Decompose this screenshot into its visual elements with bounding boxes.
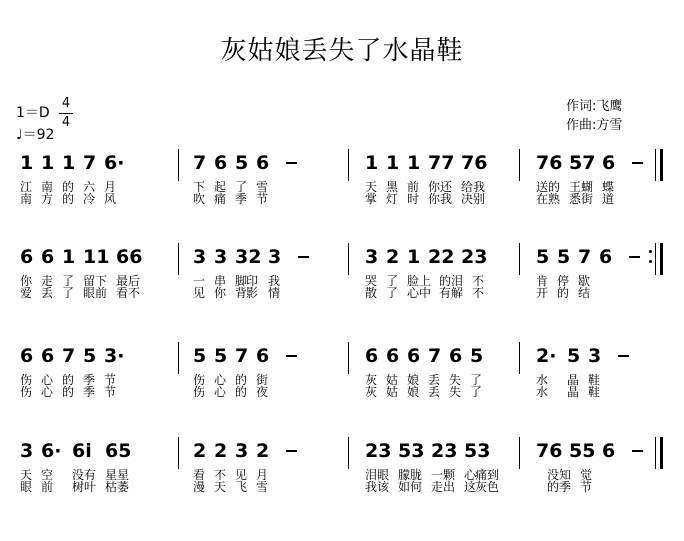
lyric-syllable: 没有 bbox=[72, 468, 97, 482]
lyric-syllable: 有解 bbox=[439, 286, 464, 300]
lyric-syllable: 灰色 bbox=[475, 480, 500, 494]
lyric-syllable: 丢 bbox=[41, 286, 54, 300]
bar-line bbox=[178, 437, 179, 469]
notation-line bbox=[0, 246, 684, 276]
lyric-syllable: 伤 bbox=[193, 373, 206, 387]
final-bar-line-thick bbox=[660, 437, 663, 469]
note: 7 bbox=[62, 345, 76, 367]
lyric-syllable: 节 bbox=[256, 192, 269, 206]
note: 1 bbox=[20, 152, 34, 174]
lyric-syllable: 的 bbox=[62, 192, 75, 206]
lyric-syllable: 夜 bbox=[256, 385, 269, 399]
score-row bbox=[0, 345, 684, 435]
lyric-syllable: 灯 bbox=[386, 192, 399, 206]
lyric-syllable: 伤 bbox=[20, 373, 33, 387]
lyric-syllable: 晶 bbox=[567, 385, 580, 399]
lyric-syllable: 背 bbox=[235, 286, 248, 300]
lyric-syllable: 我该 bbox=[365, 480, 390, 494]
credits bbox=[566, 97, 622, 135]
lyric-syllable: 蝶 bbox=[602, 180, 615, 194]
lyric-syllable: 觉 bbox=[580, 468, 593, 482]
note: 23 bbox=[461, 246, 488, 268]
lyric-syllable: 走出 bbox=[431, 480, 456, 494]
lyric-syllable: 六 bbox=[83, 180, 96, 194]
lyric-syllable: 一 bbox=[193, 274, 206, 288]
note: 2 bbox=[193, 440, 207, 462]
lyric-syllable: 娘 bbox=[407, 385, 420, 399]
tempo-marking: ♩＝92 bbox=[16, 127, 55, 143]
sustain-dash bbox=[632, 450, 643, 452]
lyric-syllable: 失 bbox=[449, 385, 462, 399]
lyric-syllable: 鞋 bbox=[588, 373, 601, 387]
lyric-syllable: 灰 bbox=[365, 373, 378, 387]
lyric-syllable: 江 bbox=[20, 180, 33, 194]
lyric-syllable: 见 bbox=[235, 468, 248, 482]
note: 6· bbox=[41, 440, 62, 462]
notation-line bbox=[0, 440, 684, 470]
lyric-syllable: 鞋 bbox=[588, 385, 601, 399]
note: 66 bbox=[116, 246, 143, 268]
lyric-syllable: 不 bbox=[472, 274, 485, 288]
lyric-syllable: 你我 bbox=[428, 192, 453, 206]
note: 1 bbox=[407, 152, 421, 174]
notation-line bbox=[0, 152, 684, 182]
lyric-syllable: 空 bbox=[41, 468, 54, 482]
lyric-syllable: 前 bbox=[407, 180, 420, 194]
lyric-syllable: 节 bbox=[104, 385, 117, 399]
note: 6i bbox=[72, 440, 92, 462]
note: 3 bbox=[365, 246, 379, 268]
final-bar-line bbox=[655, 149, 656, 181]
note: 5 bbox=[214, 345, 228, 367]
lyric-syllable: 最后 bbox=[116, 274, 141, 288]
time-signature-bottom: 4 bbox=[61, 115, 71, 130]
lyric-syllable: 水 bbox=[536, 385, 549, 399]
lyric-syllable: 水 bbox=[536, 373, 549, 387]
note: 7 bbox=[578, 246, 592, 268]
lyric-syllable: 一颗 bbox=[431, 468, 456, 482]
bar-line bbox=[519, 149, 520, 181]
lyric-syllable: 姑 bbox=[386, 373, 399, 387]
note: 6· bbox=[104, 152, 125, 174]
lyric-syllable: 看不 bbox=[116, 286, 141, 300]
lyric-syllable: 掌 bbox=[365, 192, 378, 206]
note: 6 bbox=[20, 246, 34, 268]
note: 6 bbox=[214, 152, 228, 174]
note: 1 bbox=[41, 152, 55, 174]
lyric-syllable: 在熟 bbox=[536, 192, 561, 206]
lyric-syllable: 给我 bbox=[461, 180, 486, 194]
lyric-syllable: 伤 bbox=[20, 385, 33, 399]
lyric-syllable: 如何 bbox=[398, 480, 423, 494]
note: 53 bbox=[464, 440, 491, 462]
lyric-syllable: 漫 bbox=[193, 480, 206, 494]
lyric-syllable: 看 bbox=[193, 468, 206, 482]
score-row bbox=[0, 440, 684, 530]
lyric-syllable: 哭 bbox=[365, 274, 378, 288]
lyric-syllable: 下 bbox=[193, 180, 206, 194]
lyric-syllable: 娘 bbox=[407, 373, 420, 387]
lyric-syllable: 留下 bbox=[83, 274, 108, 288]
sustain-dash bbox=[629, 256, 640, 258]
lyric-syllable: 季 bbox=[83, 385, 96, 399]
note: 2 bbox=[256, 440, 270, 462]
note: 6 bbox=[407, 345, 421, 367]
lyric-line-2 bbox=[0, 287, 684, 301]
lyric-syllable: 心 bbox=[41, 373, 54, 387]
sustain-dash bbox=[286, 450, 297, 452]
note: 55 bbox=[569, 440, 596, 462]
lyric-syllable: 泪眼 bbox=[365, 468, 390, 482]
note: 6 bbox=[365, 345, 379, 367]
lyric-line-2 bbox=[0, 481, 684, 495]
lyric-syllable: 心 bbox=[214, 385, 227, 399]
lyric-syllable: 了 bbox=[470, 385, 483, 399]
lyric-syllable: 悉街 bbox=[569, 192, 594, 206]
lyric-syllable: 的 bbox=[62, 373, 75, 387]
lyric-syllable: 决别 bbox=[461, 192, 486, 206]
lyric-syllable: 南 bbox=[41, 180, 54, 194]
lyric-syllable: 晶 bbox=[567, 373, 580, 387]
lyric-syllable: 天 bbox=[20, 468, 33, 482]
lyric-syllable: 月 bbox=[256, 468, 269, 482]
note: 3· bbox=[104, 345, 125, 367]
lyric-syllable: 的 bbox=[235, 385, 248, 399]
note: 6 bbox=[602, 440, 616, 462]
note: 5 bbox=[193, 345, 207, 367]
bar-line bbox=[348, 342, 349, 374]
note: 11 bbox=[83, 246, 110, 268]
lyricist-credit: 作词:飞鹰 bbox=[566, 99, 623, 114]
note: 65 bbox=[105, 440, 132, 462]
lyric-syllable: 灰 bbox=[365, 385, 378, 399]
lyric-syllable: 天 bbox=[214, 480, 227, 494]
lyric-syllable: 失 bbox=[449, 373, 462, 387]
sustain-dash bbox=[632, 162, 643, 164]
lyric-syllable: 痛 bbox=[214, 192, 227, 206]
lyric-syllable: 心中 bbox=[407, 286, 432, 300]
note: 1 bbox=[386, 152, 400, 174]
note: 57 bbox=[569, 152, 596, 174]
score-row bbox=[0, 152, 684, 242]
lyric-syllable: 前 bbox=[41, 480, 54, 494]
lyric-syllable: 心 bbox=[464, 468, 477, 482]
lyric-syllable: 枯萎 bbox=[105, 480, 130, 494]
final-bar-line-thick bbox=[660, 243, 663, 275]
note: 5 bbox=[470, 345, 484, 367]
bar-line bbox=[348, 149, 349, 181]
bar-line bbox=[519, 342, 520, 374]
lyric-syllable: 吹 bbox=[193, 192, 206, 206]
bar-line bbox=[178, 149, 179, 181]
note: 3 bbox=[268, 246, 282, 268]
lyric-syllable: 道 bbox=[602, 192, 615, 206]
lyric-syllable: 影 bbox=[246, 286, 259, 300]
lyric-syllable: 不 bbox=[214, 468, 227, 482]
note: 2 bbox=[214, 440, 228, 462]
lyric-syllable: 的 bbox=[62, 385, 75, 399]
bar-line bbox=[519, 243, 520, 275]
lyric-syllable: 节 bbox=[104, 373, 117, 387]
lyric-syllable: 朦胧 bbox=[398, 468, 423, 482]
lyric-syllable: 月 bbox=[104, 180, 117, 194]
note: 5 bbox=[567, 345, 581, 367]
note: 3 bbox=[235, 440, 249, 462]
lyric-syllable: 树叶 bbox=[72, 480, 97, 494]
note: 6 bbox=[256, 345, 270, 367]
lyric-syllable: 我 bbox=[268, 274, 281, 288]
lyric-line-2 bbox=[0, 193, 684, 207]
lyric-syllable: 脸上 bbox=[407, 274, 432, 288]
lyric-syllable: 了 bbox=[62, 286, 75, 300]
lyric-syllable: 你 bbox=[20, 274, 33, 288]
lyric-syllable: 痛到 bbox=[475, 468, 500, 482]
lyric-syllable: 起 bbox=[214, 180, 227, 194]
lyric-syllable: 了 bbox=[386, 286, 399, 300]
lyric-syllable: 节 bbox=[580, 480, 593, 494]
lyric-syllable: 心 bbox=[214, 373, 227, 387]
lyric-syllable: 没知 bbox=[547, 468, 572, 482]
lyric-syllable: 开 bbox=[536, 286, 549, 300]
lyric-syllable: 你 bbox=[214, 286, 227, 300]
note: 32 bbox=[235, 246, 262, 268]
note: 5 bbox=[235, 152, 249, 174]
lyric-syllable: 天 bbox=[365, 180, 378, 194]
note: 6 bbox=[386, 345, 400, 367]
lyric-syllable: 方 bbox=[41, 192, 54, 206]
lyric-syllable: 风 bbox=[104, 192, 117, 206]
note: 53 bbox=[398, 440, 425, 462]
lyric-syllable: 歇 bbox=[578, 274, 591, 288]
lyric-syllable: 星星 bbox=[105, 468, 130, 482]
note: 7 bbox=[83, 152, 97, 174]
lyric-syllable: 送的 bbox=[536, 180, 561, 194]
note: 6 bbox=[20, 345, 34, 367]
lyric-syllable: 冷 bbox=[83, 192, 96, 206]
lyric-syllable: 了 bbox=[470, 373, 483, 387]
bar-line bbox=[348, 437, 349, 469]
sustain-dash bbox=[286, 355, 297, 357]
note: 6 bbox=[449, 345, 463, 367]
note: 22 bbox=[428, 246, 455, 268]
note: 1 bbox=[62, 152, 76, 174]
bar-line bbox=[178, 342, 179, 374]
lyric-syllable: 结 bbox=[578, 286, 591, 300]
lyric-syllable: 雪 bbox=[256, 480, 269, 494]
final-bar-line bbox=[655, 243, 656, 275]
lyric-syllable: 季 bbox=[83, 373, 96, 387]
lyric-syllable: 这 bbox=[464, 480, 477, 494]
bar-line bbox=[178, 243, 179, 275]
time-signature-bar bbox=[59, 113, 73, 114]
lyric-syllable: 丢 bbox=[428, 385, 441, 399]
note: 23 bbox=[431, 440, 458, 462]
time-signature-top: 4 bbox=[61, 96, 71, 111]
final-bar-line-thick bbox=[660, 149, 663, 181]
lyric-syllable: 了 bbox=[386, 274, 399, 288]
note: 5 bbox=[536, 246, 550, 268]
note: 6 bbox=[599, 246, 613, 268]
lyric-syllable: 串 bbox=[214, 274, 227, 288]
sustain-dash bbox=[286, 162, 297, 164]
lyric-syllable: 南 bbox=[20, 192, 33, 206]
lyric-syllable: 季 bbox=[235, 192, 248, 206]
note: 1 bbox=[62, 246, 76, 268]
lyric-syllable: 眼前 bbox=[83, 286, 108, 300]
notation-line bbox=[0, 345, 684, 375]
lyric-syllable: 爱 bbox=[20, 286, 33, 300]
note: 2· bbox=[536, 345, 557, 367]
note: 76 bbox=[461, 152, 488, 174]
lyric-syllable: 伤 bbox=[193, 385, 206, 399]
bar-line bbox=[519, 437, 520, 469]
lyric-syllable: 不 bbox=[472, 286, 485, 300]
lyric-syllable: 情 bbox=[268, 286, 281, 300]
note: 76 bbox=[536, 152, 563, 174]
lyric-syllable: 飞 bbox=[235, 480, 248, 494]
lyric-syllable: 脚 bbox=[235, 274, 248, 288]
note: 7 bbox=[428, 345, 442, 367]
note: 23 bbox=[365, 440, 392, 462]
lyric-syllable: 了 bbox=[235, 180, 248, 194]
bar-line bbox=[348, 243, 349, 275]
lyric-syllable: 的 bbox=[235, 373, 248, 387]
lyric-syllable: 印 bbox=[246, 274, 259, 288]
note: 5 bbox=[557, 246, 571, 268]
lyric-syllable: 走 bbox=[41, 274, 54, 288]
sustain-dash bbox=[298, 256, 309, 258]
lyric-syllable: 丢 bbox=[428, 373, 441, 387]
composer-credit: 作曲:方雪 bbox=[566, 118, 623, 133]
note: 7 bbox=[193, 152, 207, 174]
song-title: 灰姑娘丢失了水晶鞋 bbox=[220, 36, 464, 66]
lyric-syllable: 肯 bbox=[536, 274, 549, 288]
note: 6 bbox=[602, 152, 616, 174]
note: 3 bbox=[20, 440, 34, 462]
lyric-syllable: 的 bbox=[557, 286, 570, 300]
lyric-syllable: 时 bbox=[407, 192, 420, 206]
lyric-syllable: 了 bbox=[62, 274, 75, 288]
lyric-syllable: 心 bbox=[41, 385, 54, 399]
note: 6 bbox=[41, 345, 55, 367]
time-signature bbox=[59, 96, 73, 131]
lyric-syllable: 停 bbox=[557, 274, 570, 288]
lyric-syllable: 的 bbox=[62, 180, 75, 194]
lyric-syllable: 姑 bbox=[386, 385, 399, 399]
lyric-syllable: 你还 bbox=[428, 180, 453, 194]
lyric-syllable: 的泪 bbox=[439, 274, 464, 288]
lyric-syllable: 黑 bbox=[386, 180, 399, 194]
lyric-line-2 bbox=[0, 386, 684, 400]
note: 1 bbox=[365, 152, 379, 174]
sustain-dash bbox=[618, 355, 629, 357]
note: 6 bbox=[256, 152, 270, 174]
note: 76 bbox=[536, 440, 563, 462]
lyric-syllable: 眼 bbox=[20, 480, 33, 494]
lyric-syllable: 见 bbox=[193, 286, 206, 300]
lyric-syllable: 雪 bbox=[256, 180, 269, 194]
note: 77 bbox=[428, 152, 455, 174]
note: 3 bbox=[193, 246, 207, 268]
note: 1 bbox=[407, 246, 421, 268]
lyric-syllable: 散 bbox=[365, 286, 378, 300]
key-signature: 1＝D bbox=[16, 105, 50, 121]
lyric-syllable: 王蝴 bbox=[569, 180, 594, 194]
note: 3 bbox=[214, 246, 228, 268]
note: 7 bbox=[235, 345, 249, 367]
note: 2 bbox=[386, 246, 400, 268]
note: 5 bbox=[83, 345, 97, 367]
lyric-syllable: 的季 bbox=[547, 480, 572, 494]
lyric-syllable: 街 bbox=[256, 373, 269, 387]
note: 6 bbox=[41, 246, 55, 268]
score-row bbox=[0, 246, 684, 336]
final-bar-line bbox=[655, 437, 656, 469]
note: 3 bbox=[588, 345, 602, 367]
